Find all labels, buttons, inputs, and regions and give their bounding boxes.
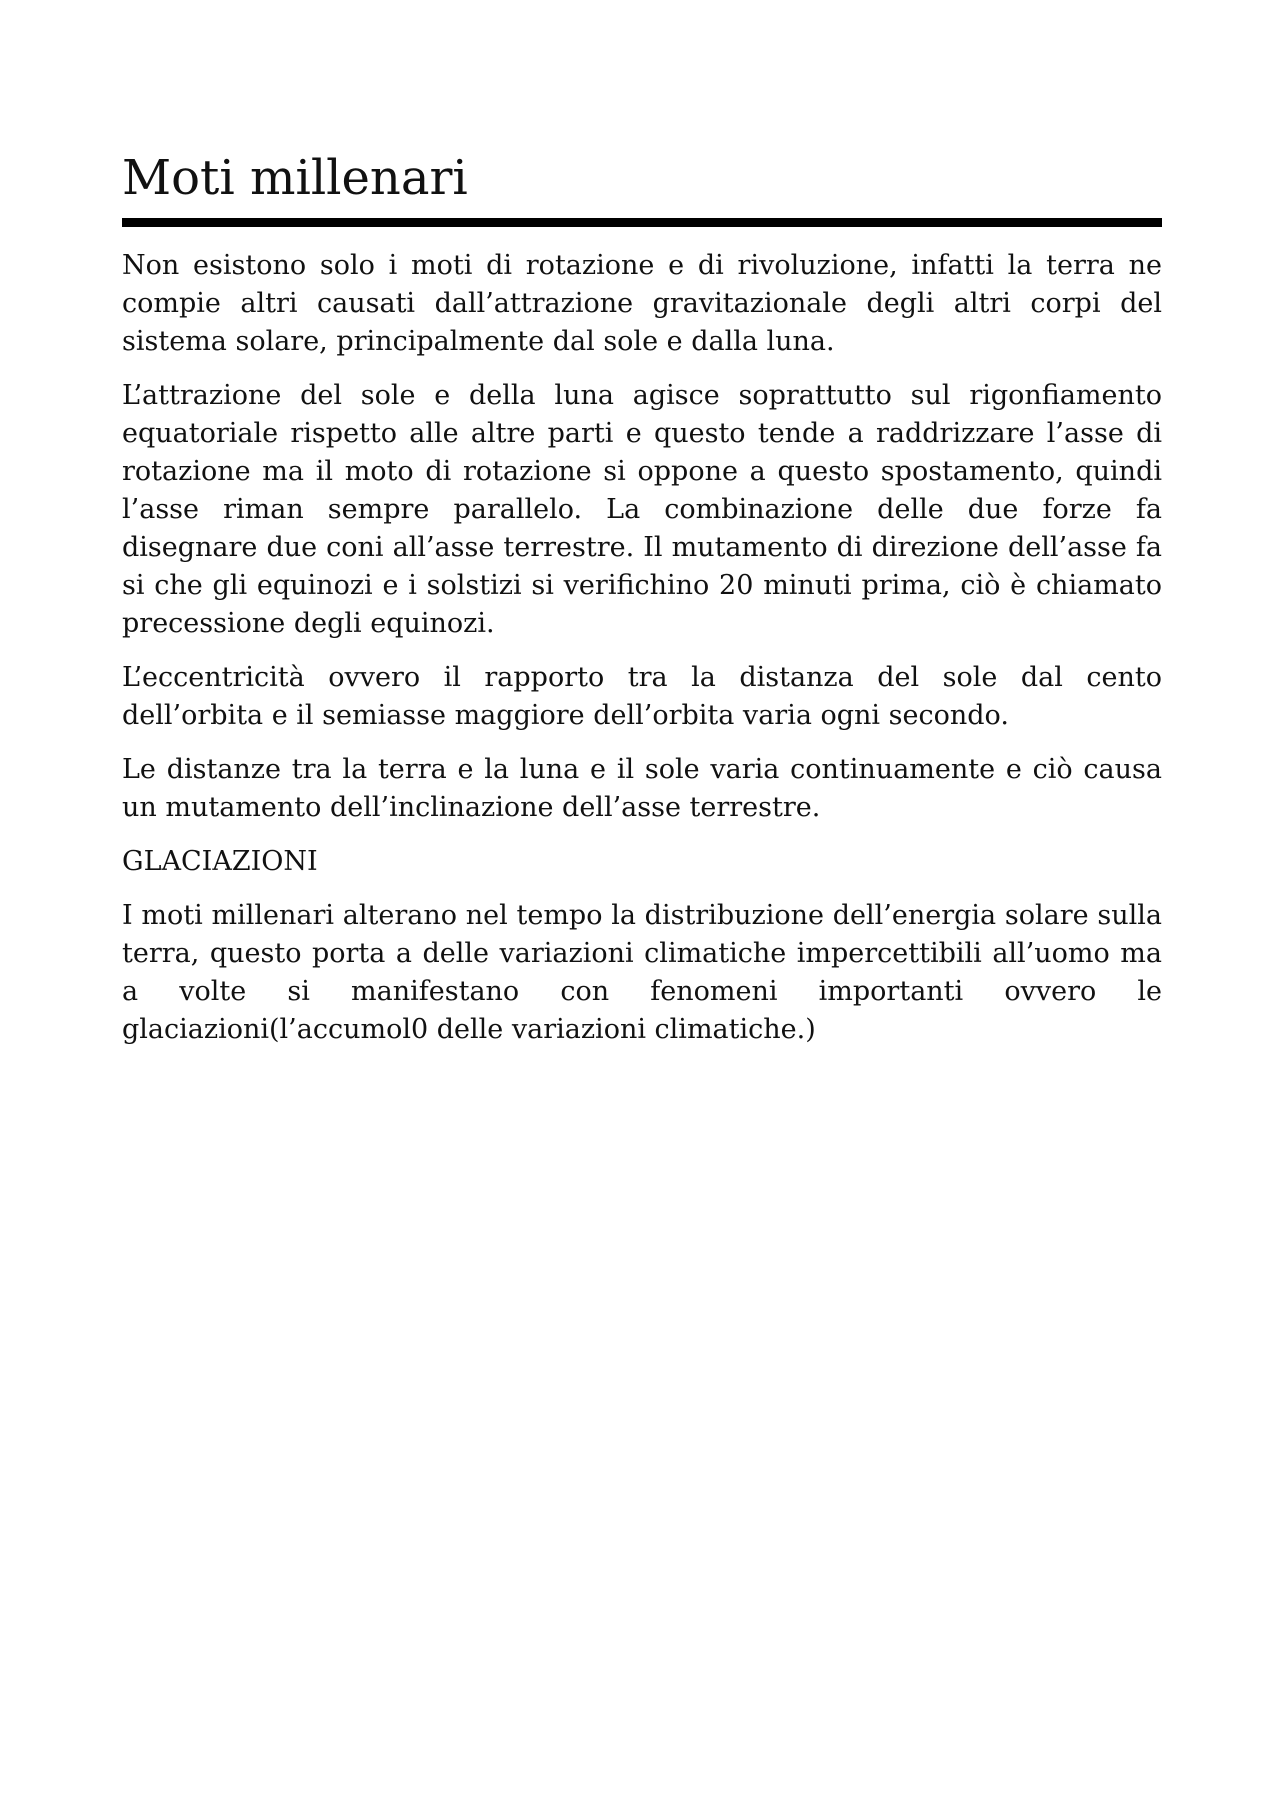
paragraph-1: Non esistono solo i moti di rotazione e di rivoluzione, infatti la terra ne compie altri causati dall’attrazione gravitazionale degli altri corpi del sistema solare, principalmente dal sole e dalla luna. bbox=[122, 250, 1162, 357]
paragraph-4: Le distanze tra la terra e la luna e il sole varia continuamente e ciò causa un mutamento dell’inclinazione dell’asse terrestre. bbox=[122, 754, 1162, 823]
paragraph-2: L’attrazione del sole e della luna agisce soprattutto sul rigonfiamento equatoriale rispetto alle altre parti e questo tende a raddrizzare l’asse di rotazione ma il moto di rotazione si oppone a questo spostamento, quindi l’asse riman sempre parallelo. La combinazione delle due forze fa disegnare due coni all’asse terrestre. Il mutamento di direzione dell’asse fa si che gli equinozi e i solstizi si verifichino 20 minuti prima, ciò è chiamato precessione degli equinozi. bbox=[122, 380, 1162, 639]
section-paragraph: I moti millenari alterano nel tempo la distribuzione dell’energia solare sulla terra, questo porta a delle variazioni climatiche impercettibili all’uomo ma a volte si manifestano con fenomeni importanti ovvero le glaciazioni(l’accumol0 delle variazioni climatiche.) bbox=[122, 900, 1162, 1045]
title-underline bbox=[122, 218, 1162, 227]
document-page bbox=[122, 148, 1162, 1065]
section-heading: GLACIAZIONI bbox=[122, 846, 318, 877]
page-title: Moti millenari bbox=[122, 150, 468, 206]
paragraph-3: L’eccentricità ovvero il rapporto tra la distanza del sole dal cento dell’orbita e il semiasse maggiore dell’orbita varia ogni secondo. bbox=[122, 662, 1162, 731]
